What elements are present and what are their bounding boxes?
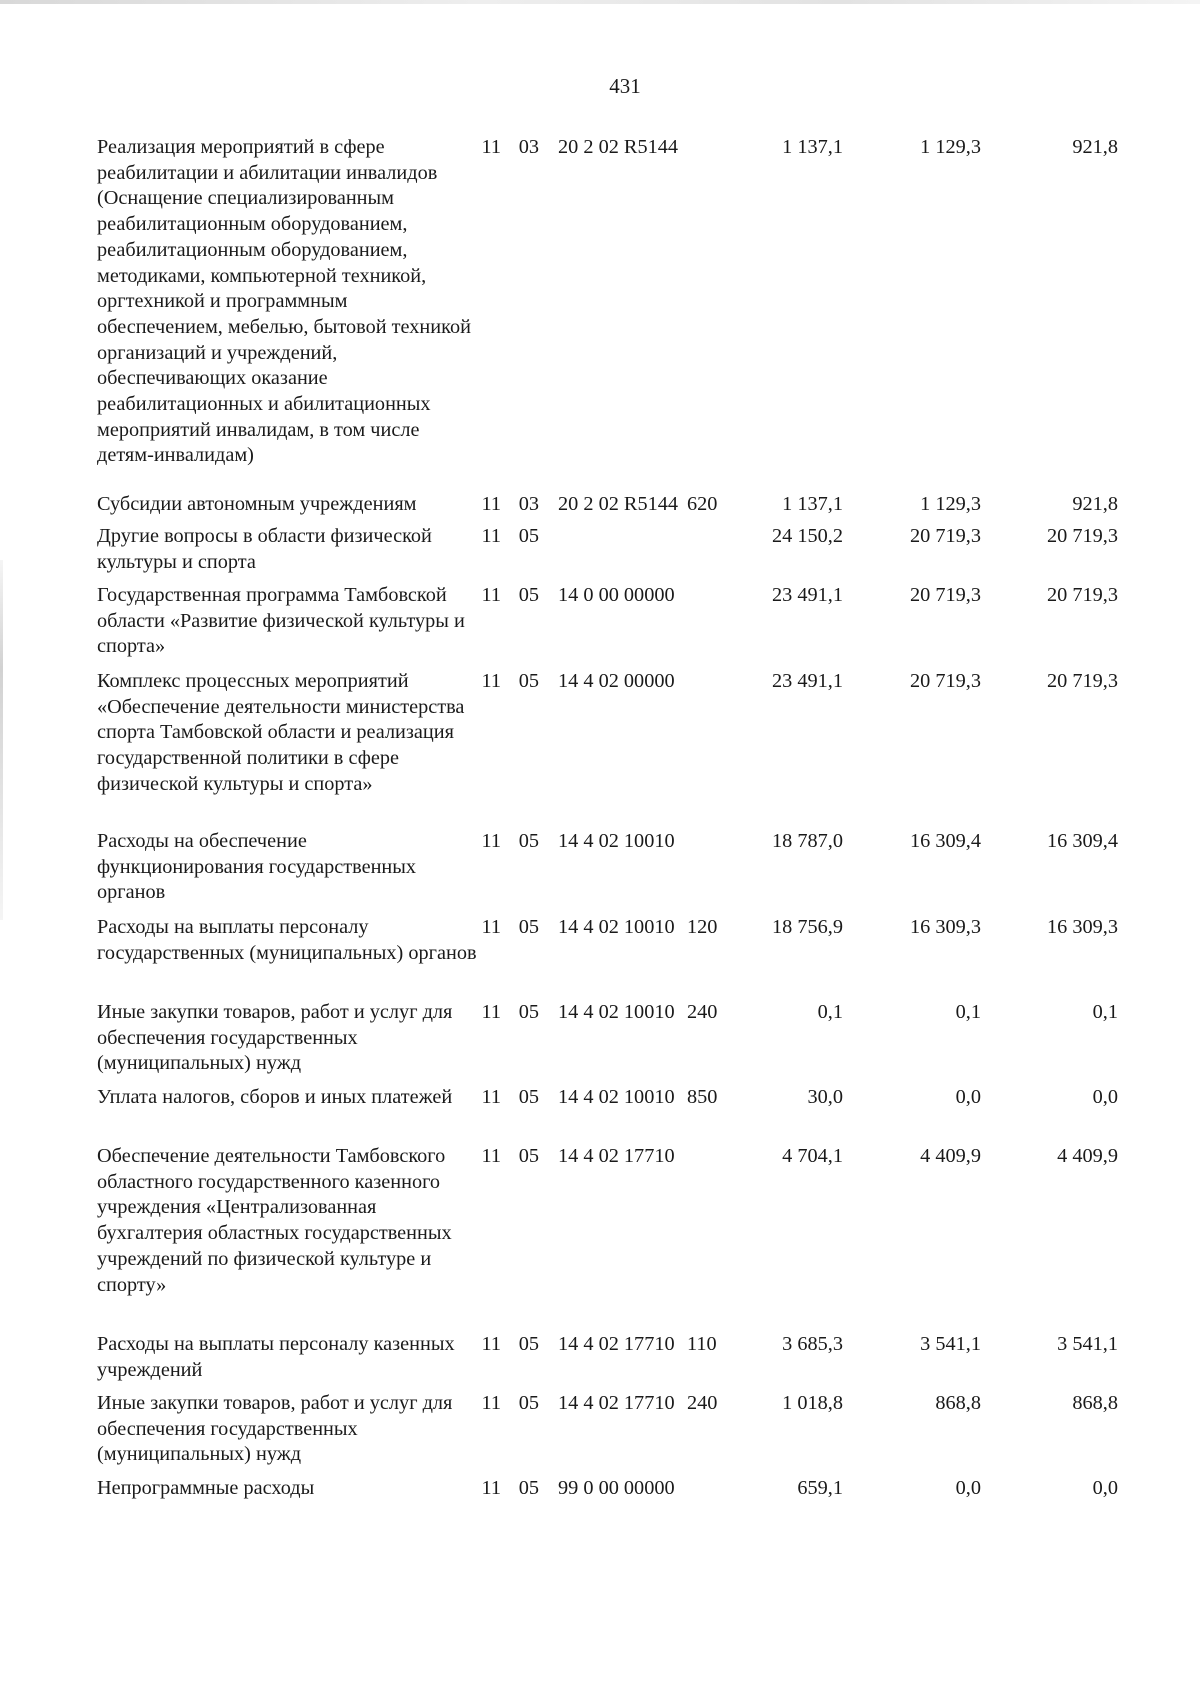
row-value-3: 20 719,3: [1047, 584, 1118, 606]
row-expense-type: 240: [687, 1392, 718, 1414]
row-target-article: 14 4 02 00000: [558, 670, 675, 692]
row-target-article: 20 2 02 R5144: [558, 493, 679, 515]
row-value-2: 16 309,3: [910, 916, 981, 938]
row-section: 11: [481, 1333, 501, 1355]
row-value-1: 4 704,1: [782, 1145, 843, 1167]
row-subsection: 05: [518, 525, 539, 547]
row-value-2: 1 129,3: [920, 493, 981, 515]
row-name: Уплата налогов, сборов и иных платежей: [97, 1086, 453, 1108]
table-row: [97, 1085, 1161, 1144]
row-name: Комплекс процессных мероприятий «Обеспечение деятельности министерства спорта Тамбовской области и реализация государственной политики в сфере физической культуры и спорта»: [97, 670, 465, 795]
table-row: [97, 1391, 1161, 1476]
row-expense-type: 120: [687, 916, 718, 938]
row-subsection: 05: [518, 584, 539, 606]
row-expense-type: 620: [687, 493, 718, 515]
row-target-article: 14 4 02 17710: [558, 1333, 675, 1355]
row-value-2: 3 541,1: [920, 1333, 981, 1355]
row-subsection: 05: [518, 1001, 539, 1023]
table-row: [97, 583, 1161, 669]
row-value-3: 4 409,9: [1057, 1145, 1118, 1167]
row-value-1: 0,1: [817, 1001, 843, 1023]
row-value-2: 16 309,4: [910, 830, 981, 852]
row-value-3: 921,8: [1072, 136, 1118, 158]
row-target-article: 14 0 00 00000: [558, 584, 675, 606]
row-expense-type: 240: [687, 1001, 718, 1023]
row-value-1: 24 150,2: [772, 525, 843, 547]
row-name: Непрограммные расходы: [97, 1477, 315, 1499]
row-target-article: 14 4 02 10010: [558, 1086, 675, 1108]
row-section: 11: [481, 830, 501, 852]
row-target-article: 14 4 02 17710: [558, 1145, 675, 1167]
row-name: Расходы на обеспечение функционирования государственных органов: [97, 830, 417, 904]
row-value-2: 4 409,9: [920, 1145, 981, 1167]
row-value-1: 18 756,9: [772, 916, 843, 938]
row-target-article: 14 4 02 17710: [558, 1392, 675, 1414]
row-value-3: 0,1: [1092, 1001, 1118, 1023]
scan-edge-left: [0, 560, 3, 920]
row-subsection: 05: [518, 1477, 539, 1499]
row-value-1: 30,0: [807, 1086, 843, 1108]
row-value-1: 1 018,8: [782, 1392, 843, 1414]
row-expense-type: 850: [687, 1086, 718, 1108]
row-subsection: 05: [518, 1145, 539, 1167]
row-value-2: 20 719,3: [910, 525, 981, 547]
row-section: 11: [481, 670, 501, 692]
row-value-3: 921,8: [1072, 493, 1118, 515]
row-value-2: 0,0: [955, 1086, 981, 1108]
row-section: 11: [481, 584, 501, 606]
table-row: [97, 135, 1161, 492]
row-value-3: 0,0: [1092, 1477, 1118, 1499]
table-row: [97, 1332, 1161, 1391]
row-section: 11: [481, 1477, 501, 1499]
row-subsection: 03: [518, 493, 539, 515]
row-section: 11: [481, 1392, 501, 1414]
row-value-1: 23 491,1: [772, 584, 843, 606]
row-target-article: 14 4 02 10010: [558, 830, 675, 852]
row-value-2: 0,1: [955, 1001, 981, 1023]
row-section: 11: [481, 1001, 501, 1023]
table-row: [97, 1000, 1161, 1085]
row-section: 11: [481, 1145, 501, 1167]
scan-edge-top: [0, 0, 1200, 4]
row-value-1: 18 787,0: [772, 830, 843, 852]
table-row: [97, 492, 1161, 524]
row-value-3: 3 541,1: [1057, 1333, 1118, 1355]
row-name: Расходы на выплаты персоналу государственных (муниципальных) органов: [97, 916, 477, 964]
row-name: Другие вопросы в области физической культуры и спорта: [97, 525, 432, 573]
row-value-3: 868,8: [1072, 1392, 1118, 1414]
row-section: 11: [481, 493, 501, 515]
row-target-article: 14 4 02 10010: [558, 1001, 675, 1023]
budget-table: [97, 135, 1161, 1508]
row-value-1: 659,1: [797, 1477, 843, 1499]
table-row: [97, 915, 1161, 1000]
page-number: 431: [609, 74, 641, 98]
row-value-3: 16 309,4: [1047, 830, 1118, 852]
row-subsection: 05: [518, 1333, 539, 1355]
row-name: Обеспечение деятельности Тамбовского областного государственного казенного учреждения «Централизованная бухгалтерия областных государственных учреждений по физической культуре и спорту»: [97, 1145, 452, 1296]
row-value-2: 20 719,3: [910, 670, 981, 692]
row-name: Иные закупки товаров, работ и услуг для обеспечения государственных (муниципальных) нужд: [97, 1001, 453, 1075]
row-name: Субсидии автономным учреждениям: [97, 493, 417, 515]
row-value-1: 23 491,1: [772, 670, 843, 692]
row-value-2: 868,8: [935, 1392, 981, 1414]
row-subsection: 05: [518, 1392, 539, 1414]
table-row: [97, 1476, 1161, 1508]
row-subsection: 03: [518, 136, 539, 158]
row-value-1: 3 685,3: [782, 1333, 843, 1355]
table-row: [97, 829, 1161, 915]
row-subsection: 05: [518, 916, 539, 938]
row-value-2: 20 719,3: [910, 584, 981, 606]
row-name: Государственная программа Тамбовской области «Развитие физической культуры и спорта»: [97, 584, 465, 658]
row-value-3: 0,0: [1092, 1086, 1118, 1108]
row-name: Иные закупки товаров, работ и услуг для обеспечения государственных (муниципальных) нужд: [97, 1392, 453, 1466]
table-row: [97, 524, 1161, 583]
row-value-3: 16 309,3: [1047, 916, 1118, 938]
row-section: 11: [481, 916, 501, 938]
row-value-3: 20 719,3: [1047, 670, 1118, 692]
row-value-1: 1 137,1: [782, 493, 843, 515]
table-row: [97, 669, 1161, 829]
row-value-2: 1 129,3: [920, 136, 981, 158]
row-section: 11: [481, 1086, 501, 1108]
row-subsection: 05: [518, 1086, 539, 1108]
table-row: [97, 1144, 1161, 1332]
row-target-article: 14 4 02 10010: [558, 916, 675, 938]
row-section: 11: [481, 136, 501, 158]
row-value-3: 20 719,3: [1047, 525, 1118, 547]
row-target-article: 99 0 00 00000: [558, 1477, 675, 1499]
row-expense-type: 110: [687, 1333, 717, 1355]
row-subsection: 05: [518, 830, 539, 852]
row-value-2: 0,0: [955, 1477, 981, 1499]
row-name: Реализация мероприятий в сфере реабилитации и абилитации инвалидов (Оснащение специализированным реабилитационным оборудованием, реабилитационным оборудованием, методиками, компьютерной техникой, оргтехникой и программным обеспечением, мебелью, бытовой техникой организаций и учреждений, обеспечивающих оказание реабилитационных и абилитационных мероприятий инвалидам, в том числе детям-инвалидам): [97, 136, 471, 467]
row-target-article: 20 2 02 R5144: [558, 136, 679, 158]
row-name: Расходы на выплаты персоналу казенных учреждений: [97, 1333, 455, 1381]
row-value-1: 1 137,1: [782, 136, 843, 158]
row-subsection: 05: [518, 670, 539, 692]
row-section: 11: [481, 525, 501, 547]
